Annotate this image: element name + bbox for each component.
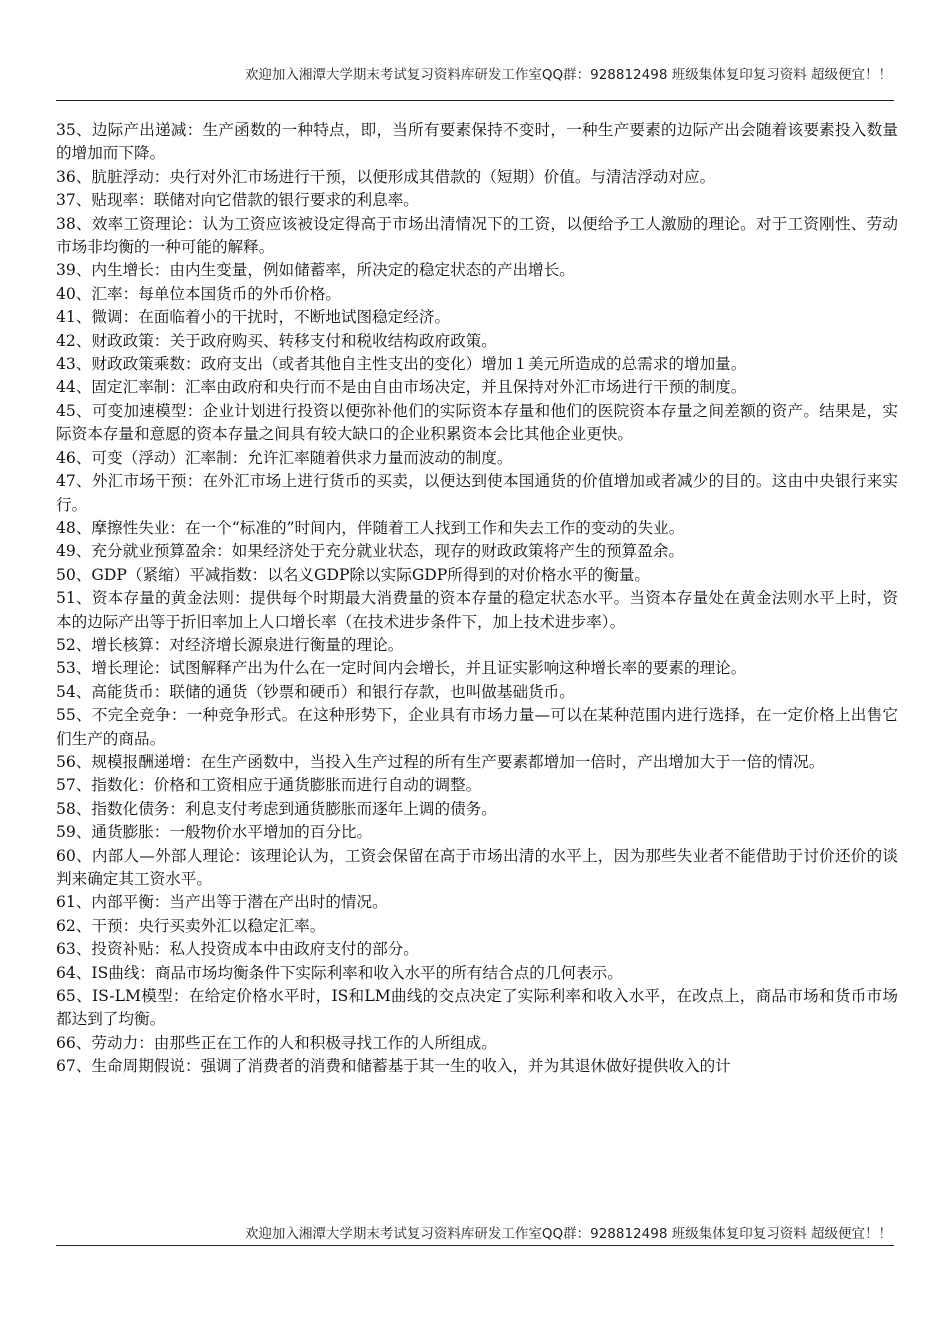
glossary-entry-60: 60、内部人—外部人理论：该理论认为，工资会保留在高于市场出清的水平上，因为那些失业者不能借助于讨价还价的谈判来确定其工资水平。	[56, 846, 898, 888]
glossary-entry-54: 54、高能货币：联储的通货（钞票和硬币）和银行存款，也叫做基础货币。	[56, 682, 575, 701]
glossary-entry-50: 50、GDP（紧缩）平减指数：以名义GDP除以实际GDP所得到的对价格水平的衡量。	[56, 565, 651, 584]
glossary-entry-44: 44、固定汇率制：汇率由政府和央行而不是由自由市场决定，并且保持对外汇市场进行干预的制度。	[56, 378, 747, 397]
glossary-entry-59: 59、通货膨胀：一般物价水平增加的百分比。	[56, 823, 373, 842]
glossary-entry-37: 37、贴现率：联储对向它借款的银行要求的利息率。	[56, 191, 419, 210]
glossary-entry-62: 62、干预：央行买卖外汇以稳定汇率。	[56, 916, 326, 935]
glossary-entry-42: 42、财政政策：关于政府购买、转移支付和税收结构政府政策。	[56, 331, 497, 350]
glossary-entry-55: 55、不完全竞争：一种竞争形式。在这种形势下，企业具有市场力量—可以在某种范围内进行选择，在一定价格上出售它们生产的商品。	[56, 706, 898, 748]
glossary-entry-53: 53、增长理论：试图解释产出为什么在一定时间内会增长，并且证实影响这种增长率的要素的理论。	[56, 659, 747, 678]
footer-divider	[56, 1245, 894, 1246]
glossary-entry-39: 39、内生增长：由内生变量，例如储蓄率，所决定的稳定状态的产出增长。	[56, 261, 575, 280]
glossary-list	[56, 119, 898, 1079]
glossary-entry-36: 36、肮脏浮动：央行对外汇市场进行干预，以便形成其借款的（短期）价值。与清洁浮动对应。	[56, 167, 716, 186]
header-divider	[56, 100, 894, 101]
glossary-entry-41: 41、微调：在面临着小的干扰时，不断地试图稳定经济。	[56, 308, 451, 327]
glossary-entry-35: 35、边际产出递减：生产函数的一种特点，即，当所有要素保持不变时，一种生产要素的边际产出会随着该要素投入数量的增加而下降。	[56, 121, 898, 163]
glossary-entry-52: 52、增长核算：对经济增长源泉进行衡量的理论。	[56, 635, 404, 654]
glossary-entry-38: 38、效率工资理论：认为工资应该被设定得高于市场出清情况下的工资，以便给予工人激励的理论。对于工资刚性、劳动市场非均衡的一种可能的解释。	[56, 214, 898, 257]
glossary-entry-43: 43、财政政策乘数：政府支出（或者其他自主性支出的变化）增加１美元所造成的总需求的增加量。	[56, 355, 747, 374]
glossary-entry-58: 58、指数化债务：利息支付考虑到通货膨胀而逐年上调的债务。	[56, 799, 497, 818]
glossary-entry-51: 51、资本存量的黄金法则：提供每个时期最大消费量的资本存量的稳定状态水平。当资本存量处在黄金法则水平上时，资本的边际产出等于折旧率加上人口增长率（在技术进步条件下，加上技术进步率）。	[56, 589, 898, 631]
glossary-entry-64: 64、IS曲线：商品市场均衡条件下实际利率和收入水平的所有结合点的几何表示。	[56, 963, 623, 982]
glossary-entry-67: 67、生命周期假说：强调了消费者的消费和储蓄基于其一生的收入，并为其退休做好提供收入的计	[56, 1057, 731, 1076]
glossary-entry-65: 65、IS-LM模型：在给定价格水平时，IS和LM曲线的交点决定了实际利率和收入水平，在改点上，商品市场和货币市场都达到了均衡。	[56, 987, 898, 1029]
glossary-entry-61: 61、内部平衡：当产出等于潜在产出时的情况。	[56, 893, 388, 912]
glossary-entry-66: 66、劳动力：由那些正在工作的人和积极寻找工作的人所组成。	[56, 1033, 497, 1052]
glossary-entry-40: 40、汇率：每单位本国货币的外币价格。	[56, 284, 341, 303]
glossary-entry-48: 48、摩擦性失业：在一个“标准的”时间内，伴随着工人找到工作和失去工作的变动的失业。	[56, 518, 685, 537]
glossary-entry-57: 57、指数化：价格和工资相应于通货膨胀而进行自动的调整。	[56, 776, 482, 795]
glossary-entry-47: 47、外汇市场干预：在外汇市场上进行货币的买卖，以便达到使本国通货的价值增加或者减少的目的。这由中央银行来实行。	[56, 472, 898, 514]
glossary-entry-56: 56、规模报酬递增：在生产函数中，当投入生产过程的所有生产要素都增加一倍时，产出增加大于一倍的情况。	[56, 752, 825, 771]
glossary-entry-63: 63、投资补贴：私人投资成本中由政府支付的部分。	[56, 940, 419, 959]
page-footer: 欢迎加入湘潭大学期末考试复习资料库研发工作室QQ群：928812498 班级集体复印复习资料 超级便宜！！	[244, 1226, 892, 1242]
glossary-entry-46: 46、可变（浮动）汇率制：允许汇率随着供求力量而波动的制度。	[56, 448, 513, 467]
glossary-entry-49: 49、充分就业预算盈余：如果经济处于充分就业状态，现存的财政政策将产生的预算盈余。	[56, 542, 684, 561]
glossary-entry-45: 45、可变加速模型：企业计划进行投资以便弥补他们的实际资本存量和他们的医院资本存量之间差额的资产。结果是，实际资本存量和意愿的资本存量之间具有较大缺口的企业积累资本会比其他企业更快。	[56, 401, 898, 444]
page-header: 欢迎加入湘潭大学期末考试复习资料库研发工作室QQ群：928812498 班级集体复印复习资料 超级便宜！！	[244, 67, 892, 83]
